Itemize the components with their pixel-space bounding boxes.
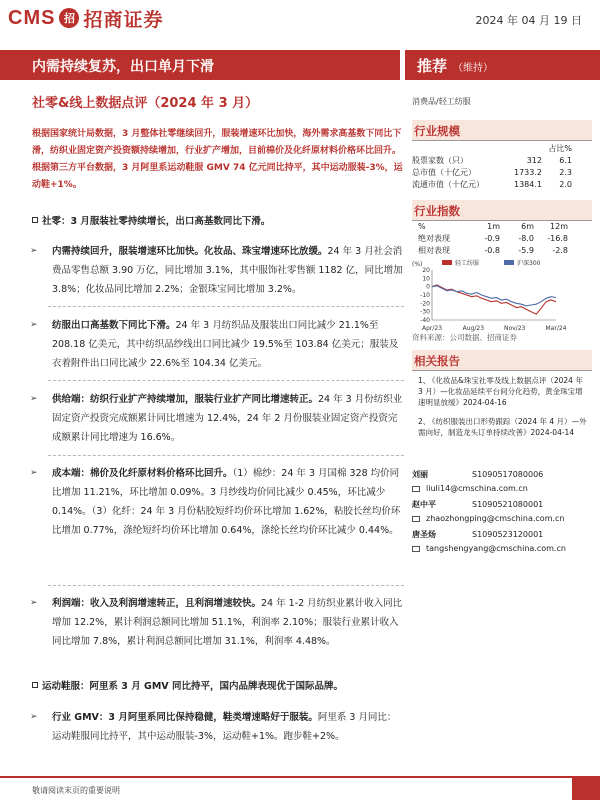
chart-source: 资料来源：公司数据、招商证券	[412, 333, 517, 342]
email-icon	[412, 486, 420, 492]
list-item	[30, 316, 404, 373]
bullet-lead: 纺服出口高基数下同比下滑。	[52, 320, 176, 331]
analyst-card	[412, 498, 592, 525]
arrow-bullet-icon: ➢	[30, 598, 38, 608]
col-header: %	[418, 222, 426, 231]
list-item	[30, 594, 404, 651]
table-row	[412, 179, 572, 191]
rating-bar	[405, 50, 600, 80]
bullet-lead: 行业 GMV：3 月阿里系同比保持稳健，鞋类增速略好于服装。	[52, 712, 318, 723]
report-link[interactable]: 《化妆品&珠宝社零及线上数据点评（2024 年 3 月）—化妆品延续平台间分化趋势，黄金珠宝增速明显放缓》2024-04-16	[418, 376, 583, 407]
list-item	[30, 464, 404, 540]
headline: 内需持续复苏，出口单月下滑	[32, 59, 214, 75]
company-logo	[8, 6, 163, 30]
industry-index-header	[412, 200, 592, 220]
analyst-email[interactable]: liuli14@cmschina.com.cn	[426, 484, 528, 493]
row-value: 312	[526, 156, 542, 165]
footer-note: 敬请阅读末页的重要说明	[32, 786, 120, 795]
y-tick-label: -30	[420, 308, 430, 316]
report-subtitle: 社零&线上数据点评（2024 年 3 月）	[32, 96, 259, 111]
row-value: -5.9	[518, 246, 534, 255]
pct-header: 占比%	[548, 144, 572, 153]
row-value: -0.9	[484, 234, 500, 243]
square-bullet-icon	[32, 217, 38, 223]
divider	[48, 306, 404, 307]
divider	[48, 455, 404, 456]
section-title: 社零：3 月服装社零持续增长，出口高基数同比下滑。	[42, 216, 271, 227]
row-label: 相对表现	[418, 246, 450, 255]
divider	[48, 585, 404, 586]
bullet-text: 24 年 3 月份纺织业固定资产投资完成额累计同比增速为 12.4%，24 年 2 月份服装业固定资产投资完成额累计同比增速为 16.6%。	[52, 394, 403, 443]
headline-bar	[0, 50, 400, 80]
logo-chinese: 招商证券	[83, 8, 164, 31]
analyst-card	[412, 528, 592, 555]
related-reports-header	[412, 350, 592, 370]
row-value: -16.8	[547, 234, 568, 243]
arrow-bullet-icon: ➢	[30, 320, 38, 330]
arrow-bullet-icon: ➢	[30, 246, 38, 256]
bullet-text: 24 年 3 月社会消费品零售总额 3.90 万亿，同比增加 3.1%，其中服饰社零售额 1182 亿，同比增加 3.8%；化妆品同比增加 2.2%；金银珠宝同比增加 3.2%。	[52, 246, 403, 295]
arrow-bullet-icon: ➢	[30, 712, 38, 722]
industry-index-table	[418, 221, 588, 257]
y-tick-label: 20	[422, 267, 430, 274]
section-title: 运动鞋服：阿里系 3 月 GMV 同比持平，国内品牌表现优于国际品牌。	[42, 681, 343, 692]
row-pct: 2.0	[559, 180, 572, 189]
related-reports-title: 相关报告	[414, 354, 460, 368]
email-icon	[412, 516, 420, 522]
row-value: 1384.1	[514, 180, 542, 189]
row-pct: 6.1	[559, 156, 572, 165]
bullet-text: 24 年 3 月纺织品及服装出口同比减少 21.1%至 208.18 亿美元，其中纺织品纱线出口同比减少 19.5%至 103.84 亿美元；服装及衣着附件出口同比减少 22.6%至 104.34 亿美元。	[52, 320, 399, 369]
x-tick-label: Mar/24	[545, 325, 567, 332]
list-item	[30, 390, 404, 447]
bullet-text: 24 年 1-2 月纺织业累计收入同比增加 12.2%，累计利润总额同比增加 51.1%，利润率 2.10%；服装行业累计收入同比增加 7.8%，累计利润总额同比增加 31.1%，利润率 4.48%。	[52, 598, 403, 647]
related-report-item[interactable]	[418, 416, 588, 438]
y-tick-label: -10	[420, 292, 430, 299]
bullet-lead: 供给端：纺织行业扩产持续增加，服装行业扩产同比增速转正。	[52, 394, 319, 405]
footer-tab	[572, 776, 600, 800]
logo-text: CMS	[8, 6, 56, 29]
row-label: 绝对表现	[418, 234, 450, 243]
table-header-row	[418, 221, 588, 233]
analyst-code: S1090517080006	[472, 470, 544, 479]
related-report-item[interactable]	[418, 375, 588, 408]
col-header: 12m	[550, 222, 568, 231]
bullet-lead: 利润端：收入及利润增速转正，且利润增速较快。	[52, 598, 262, 609]
list-item	[30, 242, 404, 299]
analyst-name: 赵中平	[412, 500, 436, 509]
row-value: -0.8	[484, 246, 500, 255]
logo-badge-icon: 招	[59, 8, 79, 28]
x-tick-label: Aug/23	[462, 325, 485, 332]
rating-sub: （维持）	[453, 63, 493, 74]
row-value: -2.8	[552, 246, 568, 255]
analyst-card	[412, 468, 592, 495]
y-tick-label: 0	[426, 283, 430, 291]
analyst-email[interactable]: zhaozhongping@cmschina.com.cn	[426, 514, 565, 523]
analyst-email[interactable]: tangshengyang@cmschina.com.cn	[426, 544, 566, 553]
row-value: -8.0	[518, 234, 534, 243]
y-axis-label: (%)	[412, 261, 423, 268]
divider	[48, 380, 404, 381]
table-row	[412, 155, 572, 167]
legend-label: 沪深300	[517, 260, 541, 267]
list-item	[30, 708, 404, 746]
bullet-text: 阿里系 3 月同比：运动鞋服同比持平，其中运动服装-3%，运动鞋+1%。跑步鞋+2%。	[52, 712, 397, 742]
y-tick-label: -40	[420, 317, 430, 324]
analyst-name: 唐圣炀	[412, 530, 436, 539]
analyst-list	[412, 468, 592, 555]
industry-index-title: 行业指数	[414, 204, 460, 218]
summary-paragraph: 根据国家统计局数据，3 月整体社零继续回升，服装增速环比加快，海外需求高基数下同比下滑，纺织业固定资产投资额持续增加，行业扩产增加，目前棉价及化纤原材料价格环比回升。根据第三方平台数据，3 月阿里系运动鞋服 GMV 74 亿元同比持平，其中运动服装-3%，运动鞋+1%。	[32, 129, 403, 190]
y-tick-label: -20	[420, 300, 430, 308]
x-tick-label: Nov/23	[503, 325, 526, 332]
sector-label: 消费品/轻工纺服	[412, 97, 471, 106]
row-pct: 2.3	[559, 168, 572, 177]
bullet-lead: 成本端：棉价及化纤原材料价格环比回升。	[52, 468, 233, 479]
industry-scale-title: 行业规模	[414, 124, 460, 138]
analyst-code: S1090523120001	[472, 530, 544, 539]
divider	[412, 370, 592, 371]
index-performance-chart	[412, 258, 592, 336]
arrow-bullet-icon: ➢	[30, 394, 38, 404]
table-row	[418, 233, 588, 245]
industry-scale-header	[412, 120, 592, 140]
related-reports-list	[418, 375, 588, 446]
rating-label: 推荐	[417, 57, 448, 75]
section-heading-retail	[32, 213, 270, 227]
col-header: 1m	[487, 222, 500, 231]
legend-swatch	[504, 260, 514, 265]
table-row	[412, 167, 572, 179]
legend-swatch	[442, 260, 452, 265]
y-tick-label: 10	[422, 275, 430, 283]
report-number: 1、	[418, 376, 431, 385]
bullet-lead: 内需持续回升，服装增速环比加快。化妆品、珠宝增速环比放缓。	[52, 246, 328, 257]
analyst-code: S1090521080001	[472, 500, 544, 509]
line-chart	[412, 258, 592, 332]
col-header: 6m	[521, 222, 534, 231]
row-label: 股票家数（只）	[412, 156, 468, 165]
arrow-bullet-icon: ➢	[30, 468, 38, 478]
series-line-2	[432, 286, 556, 306]
row-label: 流通市值（十亿元）	[412, 180, 484, 189]
email-icon	[412, 546, 420, 552]
industry-scale-table	[412, 143, 572, 191]
report-link[interactable]: 《纺织服装出口形势跟踪（2024 年 4 月）—外需向好，制造龙头订单持续改善》2024-04-14	[418, 417, 587, 437]
legend-label: 轻工纺服	[455, 260, 480, 267]
analyst-name: 刘丽	[412, 470, 428, 479]
report-number: 2、	[418, 417, 431, 426]
table-row	[418, 245, 588, 257]
footer-line	[0, 776, 600, 778]
table-header-row	[412, 143, 572, 155]
x-tick-label: Apr/23	[421, 325, 443, 332]
series-line-1	[432, 285, 556, 314]
report-date: 2024 年 04 月 19 日	[475, 14, 582, 27]
row-label: 总市值（十亿元）	[412, 168, 476, 177]
bullet-text: （1）棉纱：24 年 3 月国棉 328 均价同比增加 11.21%，环比增加 0.09%。3 月纱线均价同比减少 0.45%，环比减少 0.14%。（3）化纤：24 年 3 月份粘胶短纤均价环比增加 1.62%，粘胶长丝均价环比增加 0.77%，涤纶短纤均价环比增加 0.64%，涤纶长丝均价环比减少 0.44%。	[52, 468, 401, 536]
square-bullet-icon	[32, 682, 38, 688]
row-value: 1733.2	[514, 168, 542, 177]
divider	[412, 140, 592, 141]
section-heading-sportswear	[32, 678, 343, 692]
